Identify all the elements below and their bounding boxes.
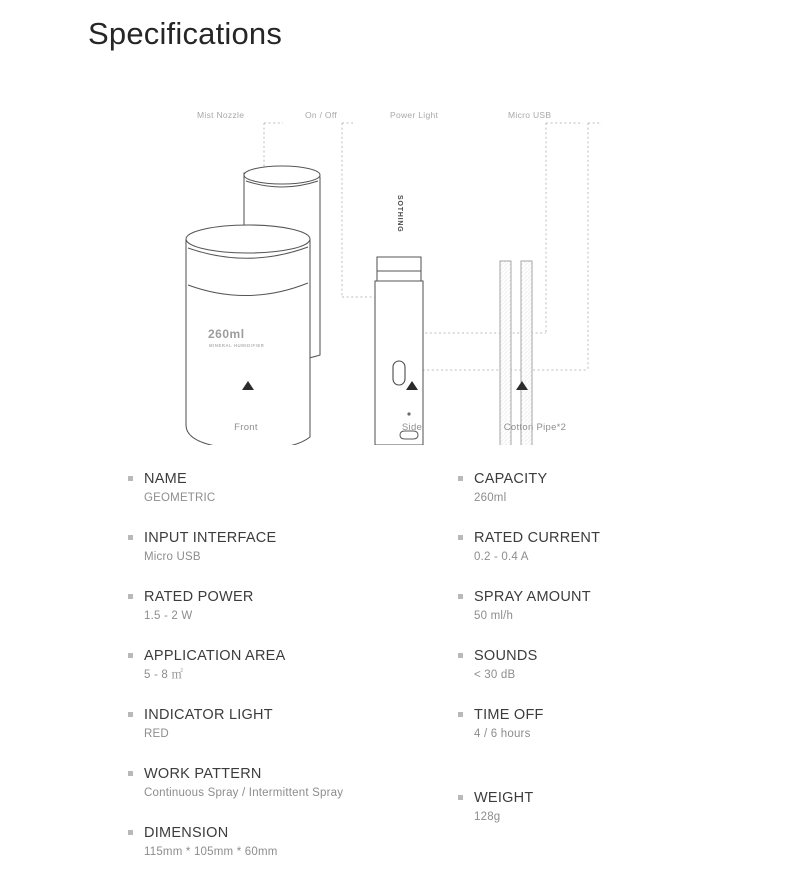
spec-item-time-off [458,706,800,742]
spec-label: WEIGHT [474,789,534,806]
spec-label: CAPACITY [474,471,548,487]
spec-item-capacity [458,470,800,506]
spec-value: < 30 dB [474,669,516,682]
spec-value: 4 / 6 hours [474,728,531,741]
spec-item-rated-power [128,588,400,624]
bullet-icon [128,653,133,658]
bullet-icon [128,830,133,835]
callout-label-micro-usb: Micro USB [508,110,552,120]
spec-item-weight [458,789,800,825]
spec-column-left [0,470,400,883]
spec-value: Continuous Spray / Intermittent Spray [144,787,344,800]
spec-label: SOUNDS [474,648,538,664]
bullet-icon [458,712,463,717]
bullet-icon [458,535,463,540]
cotton-pipes-art [500,261,532,445]
bullet-icon [128,594,133,599]
bullet-icon [458,594,463,599]
spec-value: GEOMETRIC [144,492,216,505]
spec-value: 50 ml/h [474,610,514,623]
view-caption-side: Side [401,422,423,433]
front-view-art [186,166,320,445]
specifications-list [0,470,800,883]
spec-item-input-interface [128,529,400,565]
marker-cotton-pipe [516,381,528,390]
callout-label-on-off: On / Off [305,110,338,120]
spec-label: APPLICATION AREA [144,648,286,664]
spec-column-right [400,470,800,883]
on-off-button-art [393,361,405,385]
side-brand-text: SOTHING [396,195,403,233]
power-light-art [407,412,410,415]
spec-label: INDICATOR LIGHT [144,707,273,723]
product-diagram [0,85,800,445]
bullet-icon [458,795,463,800]
spec-label: TIME OFF [474,707,544,723]
spec-label: SPRAY AMOUNT [474,589,591,605]
spec-value: 5 - 8 ㎡ [144,669,184,682]
spec-item-spray-amount [458,588,800,624]
spec-value: RED [144,728,169,741]
view-caption-cotton-pipe: Cotton Pipe*2 [503,422,567,433]
callout-label-power-light: Power Light [390,110,439,120]
spec-value: Micro USB [144,551,201,564]
bullet-icon [458,653,463,658]
spec-label: RATED POWER [144,589,254,605]
spec-value: 1.5 - 2 W [144,610,193,623]
marker-side [406,381,418,390]
spec-item-rated-current [458,529,800,565]
view-caption-front: Front [234,422,258,433]
bullet-icon [128,476,133,481]
spec-item-name [128,470,400,506]
marker-front [242,381,254,390]
spec-label: NAME [144,471,187,487]
spec-label: INPUT INTERFACE [144,530,277,546]
spec-item-application-area [128,647,400,683]
spec-value: 0.2 - 0.4 A [474,551,529,564]
product-line-art [0,85,800,445]
spec-item-dimension [128,824,400,860]
spec-item-indicator-light [128,706,400,742]
spec-label: RATED CURRENT [474,530,601,546]
bullet-icon [128,535,133,540]
spec-value: 260ml [474,492,507,505]
spec-item-sounds [458,647,800,683]
spec-item-work-pattern [128,765,400,801]
bullet-icon [128,771,133,776]
page-title: Specifications [88,16,283,51]
spec-label: DIMENSION [144,825,229,841]
side-view-art [375,257,423,445]
front-volume-sublabel: MINERAL HUMIDIFIER [209,343,265,348]
bullet-icon [458,476,463,481]
spec-label: WORK PATTERN [144,766,262,782]
spec-value: 115mm * 105mm * 60mm [144,846,278,859]
bullet-icon [128,712,133,717]
spec-value: 128g [474,810,501,823]
front-volume-text: 260ml [208,327,245,341]
callout-label-mist-nozzle: Mist Nozzle [197,110,245,120]
